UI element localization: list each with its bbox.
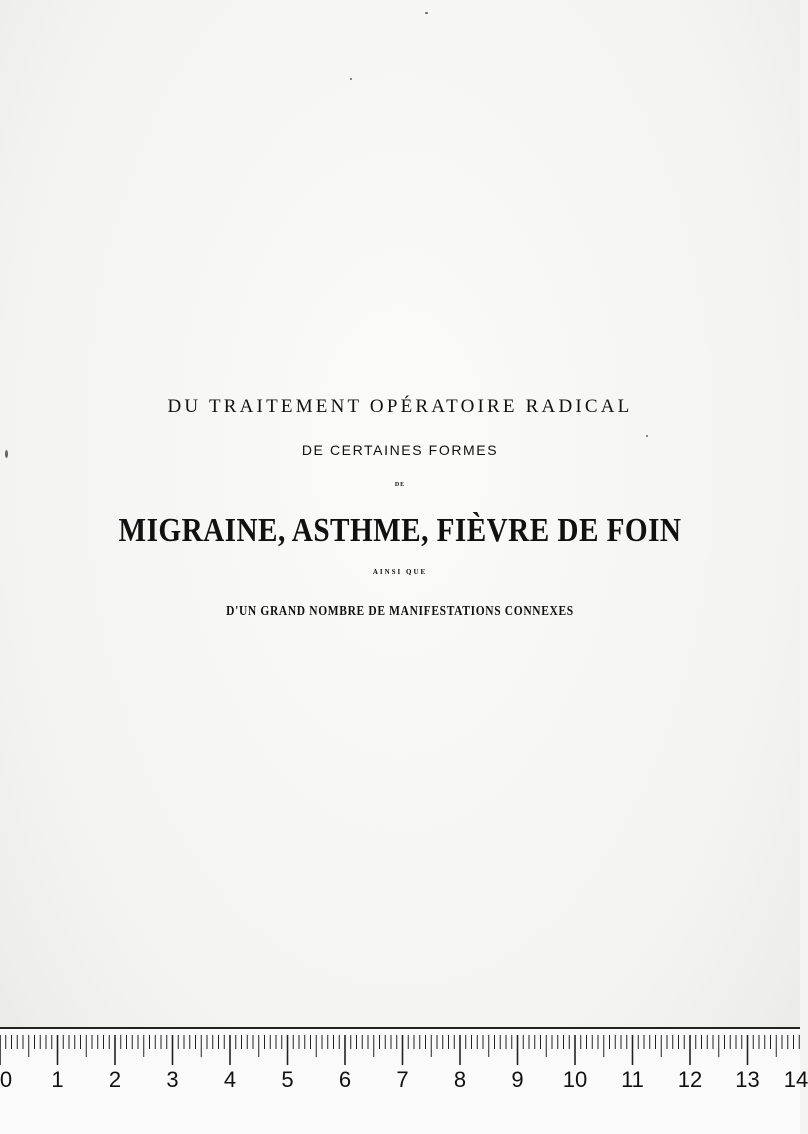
title-line-1: DU TRAITEMENT OPÉRATOIRE RADICAL bbox=[167, 396, 633, 417]
ruler-label: 3 bbox=[166, 1067, 179, 1092]
ruler-label: 2 bbox=[108, 1067, 122, 1092]
ruler-label: 10 bbox=[562, 1067, 588, 1092]
ruler-label: 6 bbox=[338, 1067, 352, 1092]
measuring-ruler bbox=[0, 1027, 808, 1134]
page-speck bbox=[350, 78, 352, 80]
page-speck bbox=[425, 12, 428, 14]
title-line-3: DE bbox=[394, 482, 406, 488]
ruler-label: 12 bbox=[677, 1067, 703, 1092]
ruler-label: 4 bbox=[223, 1067, 237, 1092]
ruler-label: 9 bbox=[511, 1067, 524, 1092]
ruler-ticks bbox=[0, 1029, 800, 1069]
ruler-label: 1 bbox=[51, 1067, 64, 1092]
page-speck bbox=[646, 435, 648, 437]
ruler-label: 7 bbox=[396, 1067, 409, 1092]
ruler-label: 0 bbox=[0, 1067, 13, 1092]
ruler-label: 13 bbox=[735, 1067, 760, 1092]
title-line-5: AINSI QUE bbox=[372, 568, 428, 576]
main-title: MIGRAINE, ASTHME, FIÈVRE DE FOIN bbox=[118, 512, 682, 549]
ruler-label: 5 bbox=[281, 1067, 294, 1092]
subtitle: D'UN GRAND NOMBRE DE MANIFESTATIONS CONNEXES bbox=[226, 604, 574, 619]
ruler-label: 8 bbox=[453, 1067, 467, 1092]
title-line-2: DE CERTAINES FORMES bbox=[301, 442, 499, 458]
ruler-label: 14 bbox=[783, 1067, 808, 1092]
ruler-label: 11 bbox=[621, 1067, 644, 1092]
